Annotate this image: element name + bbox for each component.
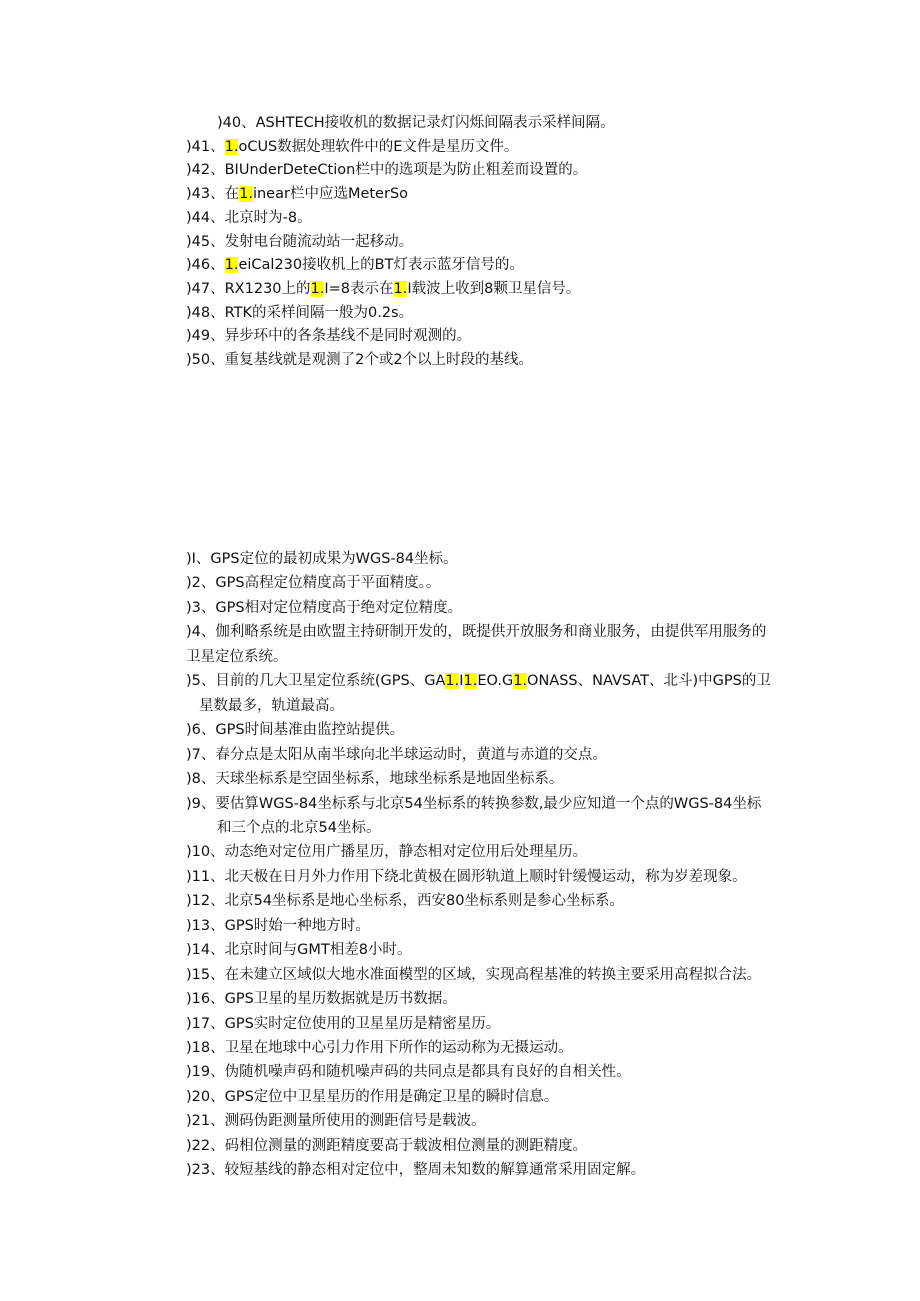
line-text: )18、卫星在地球中心引力作用下所作的运动称为无摄运动。 (186, 1040, 573, 1056)
section2-line (186, 671, 771, 691)
section1-line (186, 303, 413, 323)
line-text: )11、北天极在日月外力作用下绕北黄极在圆形轨道上顺时针缓慢运动，称为岁差现象。 (186, 868, 747, 885)
line-text: )14、北京时间与GMT相差8小时。 (186, 942, 412, 959)
line-text: )47、RX1230上的 (186, 280, 311, 297)
section2-line (186, 940, 411, 960)
line-text: EO.G (477, 673, 514, 690)
highlighted-text: 1. (463, 673, 478, 690)
line-text: 和三个点的北京54坐标。 (217, 819, 381, 836)
section1-line (186, 208, 312, 228)
section2-line (199, 696, 344, 716)
section2-line (186, 1111, 486, 1131)
line-text: )48、RTK的采样间隔一般为0.2s。 (186, 304, 414, 321)
line-text: )3、GPS相对定位精度高于绝对定位精度。 (186, 599, 463, 616)
line-text: )12、北京54坐标系是地心坐标系，西安80坐标系则是参心坐标系。 (186, 893, 625, 910)
highlighted-text: 1. (445, 673, 460, 690)
line-text: )I、GPS定位的最初成果为WGS-84坐标。 (186, 551, 458, 567)
line-text: ONASS、NAVSAT、北斗)中GPS的卫 (527, 673, 771, 690)
line-text: eiCal230接收机上的BT灯表示蓝牙信号的。 (238, 257, 524, 274)
line-text: )23、较短基线的静态相对定位中，整周未知数的解算通常采用固定解。 (186, 1162, 646, 1179)
line-text: )50、重复基线就是观测了2个或2个以上时段的基线。 (186, 352, 534, 368)
line-text: )44、北京时为-8。 (186, 209, 312, 226)
section2-line (186, 769, 563, 789)
section2-line (186, 598, 462, 618)
line-text: )41、 (186, 138, 225, 155)
highlighted-text: 1. (224, 257, 239, 274)
line-text: )19、伪随机噪声码和随机噪声码的共同点是都具有良好的自相关性。 (186, 1064, 631, 1081)
line-text: )45、发射电台随流动站一起移动。 (186, 233, 414, 250)
section2-line (186, 867, 747, 887)
section1-line (186, 232, 413, 252)
line-text: )10、动态绝对定位用广播星历，静态相对定位用后处理星历。 (186, 844, 588, 861)
section2-line (186, 1062, 631, 1082)
section2-line (186, 622, 766, 642)
line-text: )7、春分点是太阳从南半球向北半球运动时，黄道与赤道的交点。 (186, 746, 607, 763)
section2-line (186, 794, 761, 814)
highlighted-text: 1. (239, 186, 253, 203)
line-text: )8、天球坐标系是空固坐标系，地球坐标系是地固坐标系。 (186, 771, 564, 788)
section2-line (186, 573, 440, 593)
section2-line (186, 916, 370, 936)
line-text: )9、要估算WGS-84坐标系与北京54坐标系的转换参数,最少应知道一个点的WGS-84坐标 (186, 795, 762, 812)
line-text: )21、测码伪距测量所使用的测距信号是载波。 (186, 1113, 486, 1130)
section2-line (186, 549, 458, 569)
line-text: I (459, 673, 464, 690)
line-text: I载波上收到8颗卫星信号。 (407, 280, 581, 297)
line-text: oCUS数据处理软件中的E文件是星历文件。 (238, 138, 519, 155)
section2-line (186, 1136, 587, 1156)
line-text: )49、异步环中的各条基线不是同时观测的。 (186, 328, 472, 345)
section1-line (186, 137, 518, 157)
line-text: )20、GPS定位中卫星星历的作用是确定卫星的瞬时信息。 (186, 1088, 559, 1105)
highlighted-text: 1. (513, 673, 528, 690)
line-text: )22、码相位测量的测距精度要高于载波相位测量的测距精度。 (186, 1137, 588, 1154)
highlighted-text: 1. (393, 280, 408, 297)
section1-line (186, 184, 408, 204)
line-text: )17、GPS实时定位使用的卫星星历是精密星历。 (186, 1015, 501, 1032)
section2-line (186, 1014, 500, 1034)
section2-line (186, 989, 457, 1009)
section2-line (186, 891, 624, 911)
section2-line (186, 1087, 558, 1107)
section2-line (217, 818, 380, 838)
section2-line (186, 1160, 645, 1180)
line-text: )13、GPS时始一种地方时。 (186, 917, 370, 934)
line-text: )6、GPS时间基准由监控站提供。 (186, 722, 405, 739)
section1-line (186, 255, 524, 275)
line-text: )40、ASHTECH接收机的数据记录灯闪烁间隔表示采样间隔。 (217, 115, 615, 131)
section1-line (217, 113, 615, 133)
line-text: )15、在未建立区域似大地水准面模型的区域，实现高程基准的转换主要采用高程拟合法。 (186, 966, 762, 983)
line-text: 卫星定位系统。 (186, 648, 288, 665)
line-text: )42、BIUnderDeteCtion栏中的选项是为防止粗差而设置的。 (186, 162, 588, 179)
section1-line (186, 326, 471, 346)
line-text: )16、GPS卫星的星历数据就是历书数据。 (186, 991, 457, 1008)
line-text: )4、伽利略系统是由欧盟主持研制开发的，既提供开放服务和商业服务，由提供军用服务的 (186, 624, 767, 641)
highlighted-text: 1. (224, 138, 239, 155)
section2-line (186, 1038, 573, 1058)
section1-line (186, 160, 587, 180)
section2-line (186, 842, 587, 862)
line-text: )46、 (186, 257, 225, 274)
section2-line (186, 720, 404, 740)
section2-line (186, 647, 288, 667)
line-text: 星数最多，轨道最高。 (199, 697, 344, 714)
section1-line (186, 279, 580, 299)
line-text: )2、GPS高程定位精度高于平面精度。。 (186, 575, 441, 592)
section2-line (186, 965, 761, 985)
line-text: inear栏中应选MeterSo (252, 186, 409, 203)
line-text: )43、在 (186, 186, 240, 203)
line-text: )5、目前的几大卫星定位系统(GPS、GA (186, 673, 446, 690)
section1-line (186, 350, 533, 370)
section2-line (186, 745, 607, 765)
highlighted-text: 1. (310, 280, 325, 297)
line-text: I=8表示在 (324, 280, 394, 297)
